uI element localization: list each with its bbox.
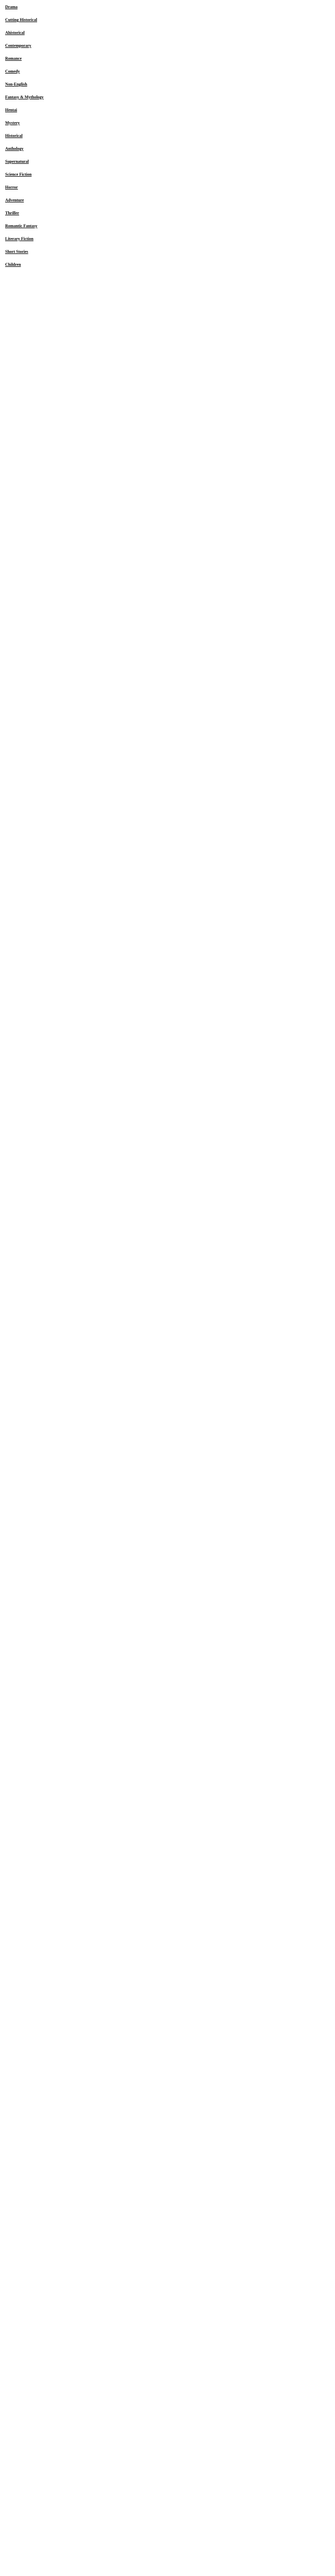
- section-heading: Cutting Historical: [5, 18, 37, 22]
- section-heading: Historical: [5, 133, 23, 138]
- section-heading: Non-English: [5, 82, 27, 87]
- section-heading: Thriller: [5, 211, 20, 215]
- section-heading: Science Fiction: [5, 172, 32, 177]
- section-heading: Children: [5, 262, 21, 267]
- section-heading: Short Stories: [5, 249, 28, 254]
- section-heading: Romantic Fantasy: [5, 224, 38, 228]
- section-heading: Ahistorical: [5, 30, 25, 35]
- section-heading: Romance: [5, 56, 22, 61]
- section-heading: Hentai: [5, 108, 18, 112]
- section-heading: Supernatural: [5, 159, 29, 164]
- section-heading: Literary Fiction: [5, 236, 34, 241]
- section-heading: Horror: [5, 185, 18, 190]
- section-heading: Mystery: [5, 121, 20, 125]
- section-heading: Adventure: [5, 198, 24, 202]
- section-heading: Drama: [5, 5, 18, 9]
- section-heading: Comedy: [5, 69, 20, 74]
- section-heading: Fantasy & Mythology: [5, 95, 44, 99]
- section-heading: Contemporary: [5, 43, 31, 48]
- section-heading: Anthology: [5, 146, 24, 151]
